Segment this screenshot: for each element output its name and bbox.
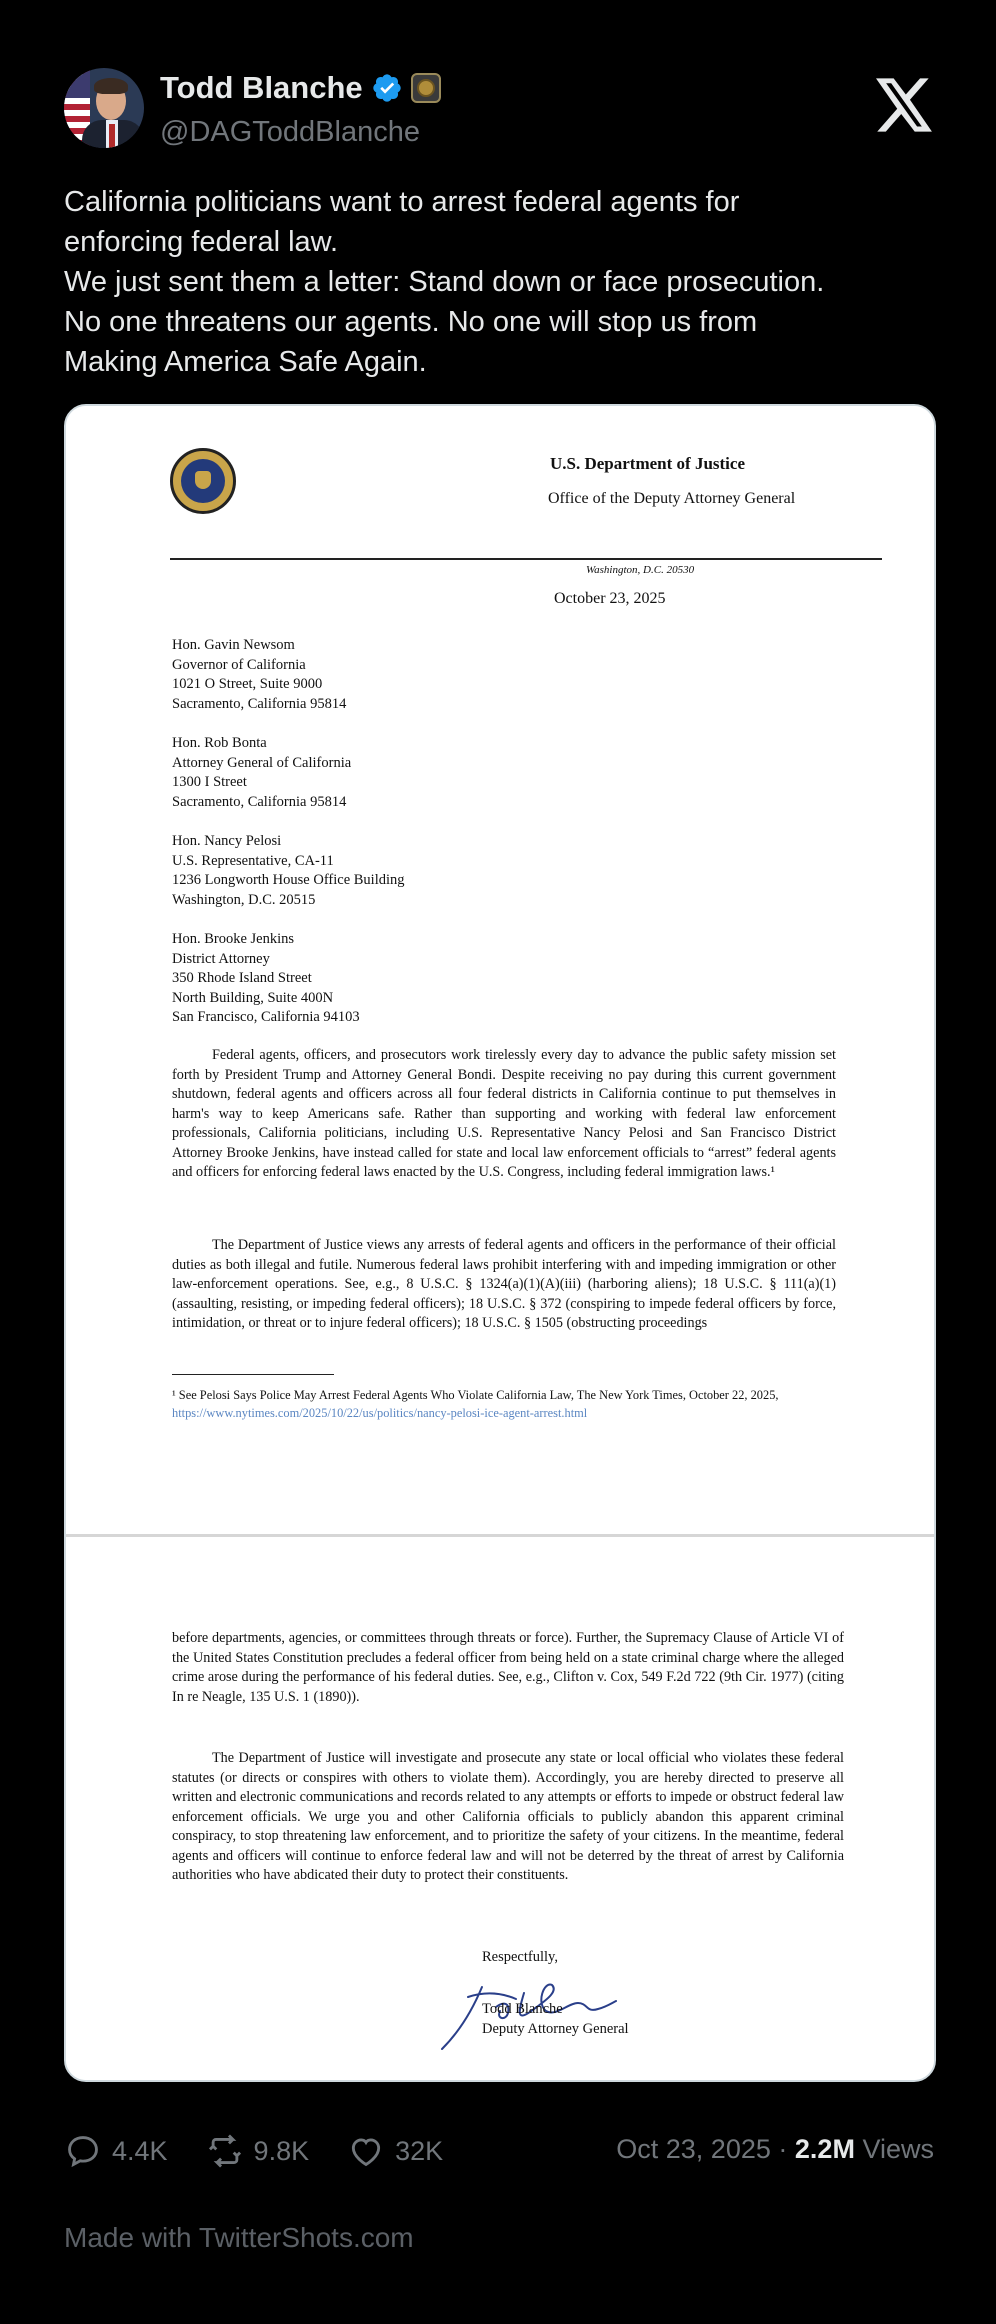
recipient-block: Hon. Nancy Pelosi U.S. Representative, CA-11 1236 Longworth House Office Building Washington, D.C. 20515 bbox=[172, 833, 405, 908]
footnote-rule bbox=[172, 1374, 334, 1375]
tweet-meta bbox=[616, 2134, 934, 2165]
like-button[interactable] bbox=[347, 2132, 443, 2170]
verified-badge-icon bbox=[371, 72, 403, 104]
heart-icon bbox=[347, 2132, 385, 2170]
recipient-block: Hon. Gavin Newsom Governor of California 1021 O Street, Suite 9000 Sacramento, California 95814 bbox=[172, 637, 347, 712]
reply-button[interactable] bbox=[64, 2132, 168, 2170]
tweet-line: We just sent them a letter: Stand down or face prosecution. bbox=[64, 266, 825, 298]
meta-separator: · bbox=[778, 2134, 788, 2164]
tweet-text bbox=[64, 182, 934, 382]
views-count: 2.2M bbox=[794, 2134, 855, 2164]
letter-paragraph: before departments, agencies, or committees through threats or force). Further, the Supremacy Clause of Article VI of the United States Constitution precludes a federal officer from being held on a state criminal charge where the alleged crime arose during the performance of his federal duties. See, e.g., Clifton v. Cox, 549 F.2d 722 (9th Cir. 1977) (citing In re Neagle, 135 U.S. 1 (1890)). bbox=[172, 1630, 844, 1705]
letterhead-office: Office of the Deputy Attorney General bbox=[548, 490, 796, 507]
letter-page-2 bbox=[66, 1537, 936, 2082]
doj-seal-icon bbox=[170, 448, 236, 514]
repost-button[interactable] bbox=[206, 2132, 310, 2170]
closing: Respectfully, bbox=[482, 1949, 558, 1965]
letter-paragraph: The Department of Justice will investigate and prosecute any state or local official who violates these federal statutes (or directs or conspires with others to violate them). Accordingly, you are hereby directed to preserve all written and electronic communications and records related to any attempts or efforts to impede or obstruct federal law enforcement officials. We urge you and other California officials to publicly abandon this apparent criminal conspiracy, to stop threatening law enforcement, and to prioritize the safety of your citizens. In the meantime, federal agents and officers will continue to enforce federal law and will not be deterred by the threat of arrest by California authorities who have abdicated their duty to protect their constituents. bbox=[172, 1750, 844, 1883]
like-count: 32K bbox=[395, 2135, 444, 2166]
tweet-date[interactable]: Oct 23, 2025 bbox=[616, 2134, 771, 2164]
views-label: Views bbox=[862, 2134, 934, 2164]
letterhead-rule bbox=[170, 558, 882, 560]
repost-icon bbox=[206, 2132, 244, 2170]
letter-date: October 23, 2025 bbox=[554, 590, 666, 607]
reply-count: 4.4K bbox=[112, 2135, 168, 2166]
author-name-row bbox=[160, 70, 441, 106]
letterhead-department: U.S. Department of Justice bbox=[550, 454, 745, 473]
x-logo-icon[interactable] bbox=[876, 78, 934, 132]
recipient-block: Hon. Rob Bonta Attorney General of California 1300 I Street Sacramento, California 95814 bbox=[172, 735, 352, 810]
footnote: ¹ See Pelosi Says Police May Arrest Federal Agents Who Violate California Law, The New York Times, October 22, 2025, https://www.nytimes.com/2025/10/22/us/politics/nancy-pelosi-ice-agent-arrest.html bbox=[172, 1388, 779, 1420]
tweet-line: enforcing federal law. bbox=[64, 226, 339, 258]
tweet-line: California politicians want to arrest federal agents for bbox=[64, 186, 740, 218]
letter-paragraph: Federal agents, officers, and prosecutors work tirelessly every day to advance the public safety mission set forth by President Trump and Attorney General Bondi. Despite receiving no pay during this current government shutdown, federal agents and officers across all four federal districts in California continue to put themselves in harm's way to keep Americans safe. Rather than supporting and working with federal law enforcement professionals, California politicians, including U.S. Representative Nancy Pelosi and San Francisco District Attorney Brooke Jenkins, have instead called for state and local law enforcement officials to “arrest” federal agents and officers for enforcing federal laws enacted by the U.S. Congress, including federal immigration laws.¹ bbox=[172, 1047, 836, 1180]
author-handle[interactable]: @DAGToddBlanche bbox=[160, 116, 420, 148]
letter-page-1 bbox=[66, 406, 936, 1534]
tweet-line: No one threatens our agents. No one will stop us from bbox=[64, 306, 758, 338]
avatar[interactable] bbox=[64, 68, 144, 148]
signer-title: Deputy Attorney General bbox=[482, 2021, 629, 2037]
author-name[interactable]: Todd Blanche bbox=[160, 70, 363, 105]
letterhead-place: Washington, D.C. 20530 bbox=[586, 564, 695, 576]
tweet-line: Making America Safe Again. bbox=[64, 346, 427, 378]
reply-icon bbox=[64, 2132, 102, 2170]
repost-count: 9.8K bbox=[253, 2135, 310, 2166]
footnote-link[interactable]: https://www.nytimes.com/2025/10/22/us/politics/nancy-pelosi-ice-agent-arrest.html bbox=[172, 1406, 588, 1420]
watermark-footer: Made with TwitterShots.com bbox=[64, 2222, 414, 2253]
government-affiliation-icon bbox=[411, 73, 441, 103]
letter-paragraph: The Department of Justice views any arrests of federal agents and officers in the performance of their official duties as both illegal and futile. Numerous federal laws prohibit interfering with and impeding immigration or other law-enforcement operations. See, e.g., 8 U.S.C. § 1324(a)(1)(A)(iii) (harboring aliens); 18 U.S.C. § 111(a)(1) (assaulting, resisting, or impeding federal officers); 18 U.S.C. § 372 (conspiring to impede federal officers by force, intimidation, or threat or to injure federal officers); 18 U.S.C. § 1505 (obstructing proceedings bbox=[172, 1237, 836, 1331]
attached-letter-image[interactable] bbox=[64, 404, 936, 2082]
signer-name: Todd Blanche bbox=[482, 2001, 563, 2017]
tweet-header bbox=[64, 64, 934, 154]
recipient-block: Hon. Brooke Jenkins District Attorney 350 Rhode Island Street North Building, Suite 400N San Francisco, California 94103 bbox=[172, 931, 360, 1025]
